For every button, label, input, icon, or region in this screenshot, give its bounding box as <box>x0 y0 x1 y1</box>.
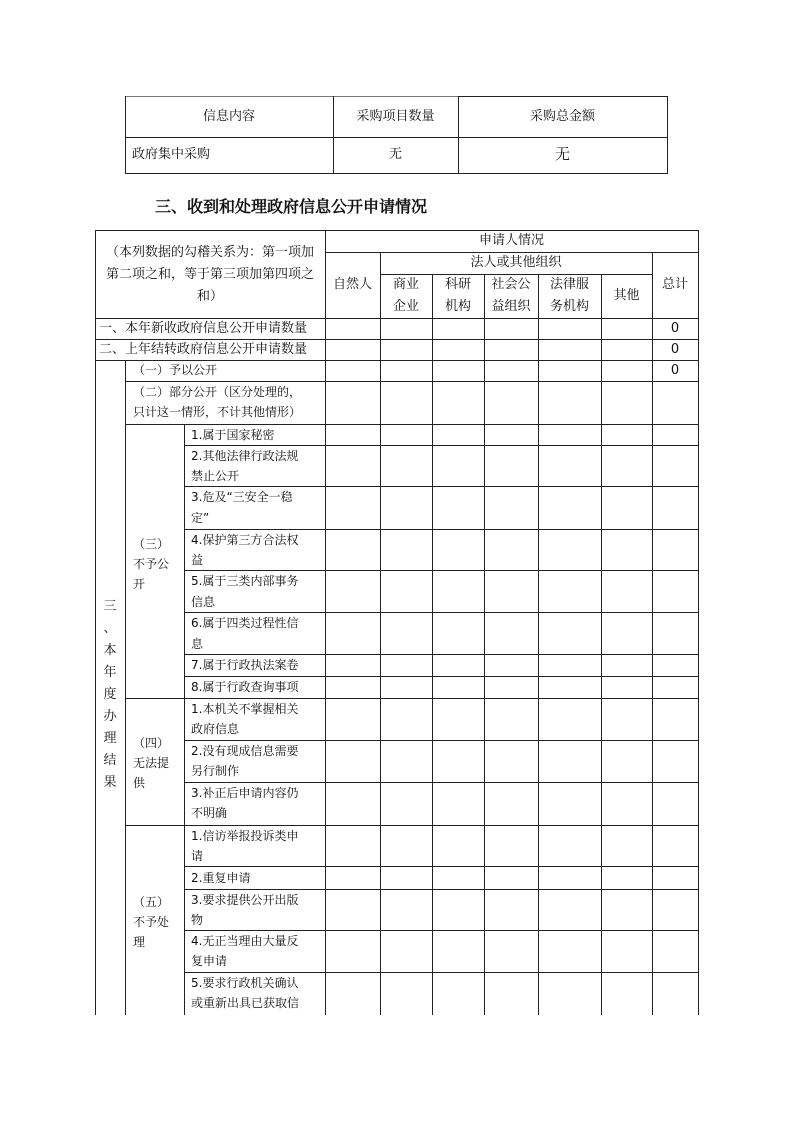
table-rule <box>184 866 699 867</box>
item-cannot-provide: 1.本机关不掌握相关 <box>191 702 299 716</box>
cell-project-count: 无 <box>388 147 402 162</box>
header-info-content: 信息内容 <box>202 109 255 124</box>
item-not-public: 6.属于四类过程性信 <box>191 616 299 630</box>
header-commercial: 商业 <box>392 277 419 292</box>
table-rule <box>652 381 653 1015</box>
item-not-public: 2.其他法律行政法规 <box>191 449 299 463</box>
section-three-char: 办 <box>103 709 117 724</box>
group-not-public: 不予公 <box>133 557 170 571</box>
row-new-applications: 一、本年新收政府信息公开申请数量 <box>99 321 308 336</box>
item-not-public: 5.属于三类内部事务 <box>191 574 299 588</box>
item-not-public: 8.属于行政查询事项 <box>191 680 299 694</box>
row-partial: （二）部分公开（区分处理的， <box>133 385 302 399</box>
item-not-public: 信息 <box>191 595 216 609</box>
item-not-handled: 2.重复申请 <box>191 871 251 885</box>
item-not-public: 息 <box>191 637 204 651</box>
table-rule <box>380 381 381 1015</box>
header-applicant: 申请人情况 <box>478 233 544 248</box>
table-rule <box>380 360 381 381</box>
table-rule <box>538 381 539 1015</box>
row-new-applications-total: 0 <box>670 321 680 336</box>
header-note-line: （本列数据的勾稽关系为：第一项加 <box>105 245 314 260</box>
table-rule <box>601 360 602 381</box>
table-rule <box>125 360 126 1015</box>
item-not-handled: 请 <box>191 849 204 863</box>
row-public: （一）予以公开 <box>133 363 218 377</box>
section-three-char: 三 <box>103 599 117 614</box>
group-not-public: （三） <box>133 537 170 551</box>
item-not-handled: 或重新出具已获取信 <box>191 996 300 1010</box>
header-note-line: 和） <box>196 289 223 304</box>
table-rule <box>698 230 699 1015</box>
item-not-handled: 5.要求行政机关确认 <box>191 976 299 990</box>
cell-total-amount: 无 <box>554 145 570 163</box>
header-project-count: 采购项目数量 <box>356 109 435 124</box>
group-not-handled: 理 <box>133 935 146 949</box>
section-three-char: 本 <box>103 643 117 658</box>
item-cannot-provide: 2.没有现成信息需要 <box>191 744 299 758</box>
item-not-public: 1.属于国家秘密 <box>191 428 275 442</box>
item-not-handled: 4.无正当理由大量反 <box>191 934 299 948</box>
table-rule <box>601 381 602 1015</box>
group-cannot-provide: 供 <box>133 776 146 790</box>
table-rule <box>325 381 326 1015</box>
row-carried-over: 二、上年结转政府信息公开申请数量 <box>99 342 308 357</box>
header-legal-service: 务机构 <box>549 299 589 314</box>
table-rule <box>432 381 433 1015</box>
row-label-central-procurement: 政府集中采购 <box>132 147 211 162</box>
item-not-public: 3.危及“三安全一稳 <box>191 490 293 504</box>
section-three-char: 年 <box>103 665 117 680</box>
item-cannot-provide: 3.补正后申请内容仍 <box>191 786 299 800</box>
item-not-public: 7.属于行政执法案卷 <box>191 658 299 672</box>
table-rule <box>184 424 185 1015</box>
table-rule <box>125 173 668 174</box>
table-rule <box>325 360 326 381</box>
section-three-char: 度 <box>103 687 117 702</box>
table-rule <box>458 96 668 97</box>
item-not-handled: 1.信访举报投诉类申 <box>191 829 299 843</box>
header-commercial: 企业 <box>392 299 419 314</box>
section-three-char: 果 <box>103 775 117 790</box>
item-cannot-provide: 另行制作 <box>191 764 240 778</box>
header-total: 总计 <box>661 277 688 292</box>
section-three-char: 结 <box>103 753 117 768</box>
header-research: 科研 <box>444 277 471 292</box>
group-cannot-provide: （四） <box>133 736 170 750</box>
section-three-char: 理 <box>103 731 117 746</box>
header-social: 益组织 <box>491 299 531 314</box>
group-not-handled: 不予处 <box>133 915 170 929</box>
group-cannot-provide: 无法提 <box>133 756 170 770</box>
item-not-public: 定” <box>191 511 210 525</box>
group-not-public: 开 <box>133 577 146 591</box>
table-rule <box>484 360 485 381</box>
section-three-char: 、 <box>103 621 117 636</box>
table-rule <box>432 360 433 381</box>
header-legal-group: 法人或其他组织 <box>470 255 562 270</box>
item-not-public: 4.保护第三方合法权 <box>191 533 299 547</box>
item-not-public: 禁止公开 <box>191 469 240 483</box>
item-not-handled: 复申请 <box>191 954 228 968</box>
header-legal-service: 法律服 <box>549 277 589 292</box>
table-rule <box>125 137 668 138</box>
table-rule <box>667 96 668 174</box>
header-other: 其他 <box>613 288 640 303</box>
header-social: 社会公 <box>491 277 531 292</box>
header-research: 机构 <box>444 299 471 314</box>
header-natural-person: 自然人 <box>332 277 372 292</box>
item-not-public: 益 <box>191 553 204 567</box>
table-rule <box>484 381 485 1015</box>
row-partial: 只计这一情形，不计其他情形） <box>133 405 302 419</box>
group-not-handled: （五） <box>133 895 170 909</box>
item-cannot-provide: 政府信息 <box>191 722 240 736</box>
section-title: 三、收到和处理政府信息公开申请情况 <box>155 197 428 216</box>
item-not-handled: 物 <box>191 913 204 927</box>
header-total-amount: 采购总金额 <box>529 109 595 124</box>
row-carried-over-total: 0 <box>670 342 680 357</box>
item-cannot-provide: 不明确 <box>191 806 228 820</box>
item-not-handled: 3.要求提供公开出版 <box>191 893 299 907</box>
row-public-total: 0 <box>670 363 680 378</box>
table-rule <box>538 360 539 381</box>
header-note-line: 第二项之和，等于第三项加第四项之 <box>105 267 314 282</box>
